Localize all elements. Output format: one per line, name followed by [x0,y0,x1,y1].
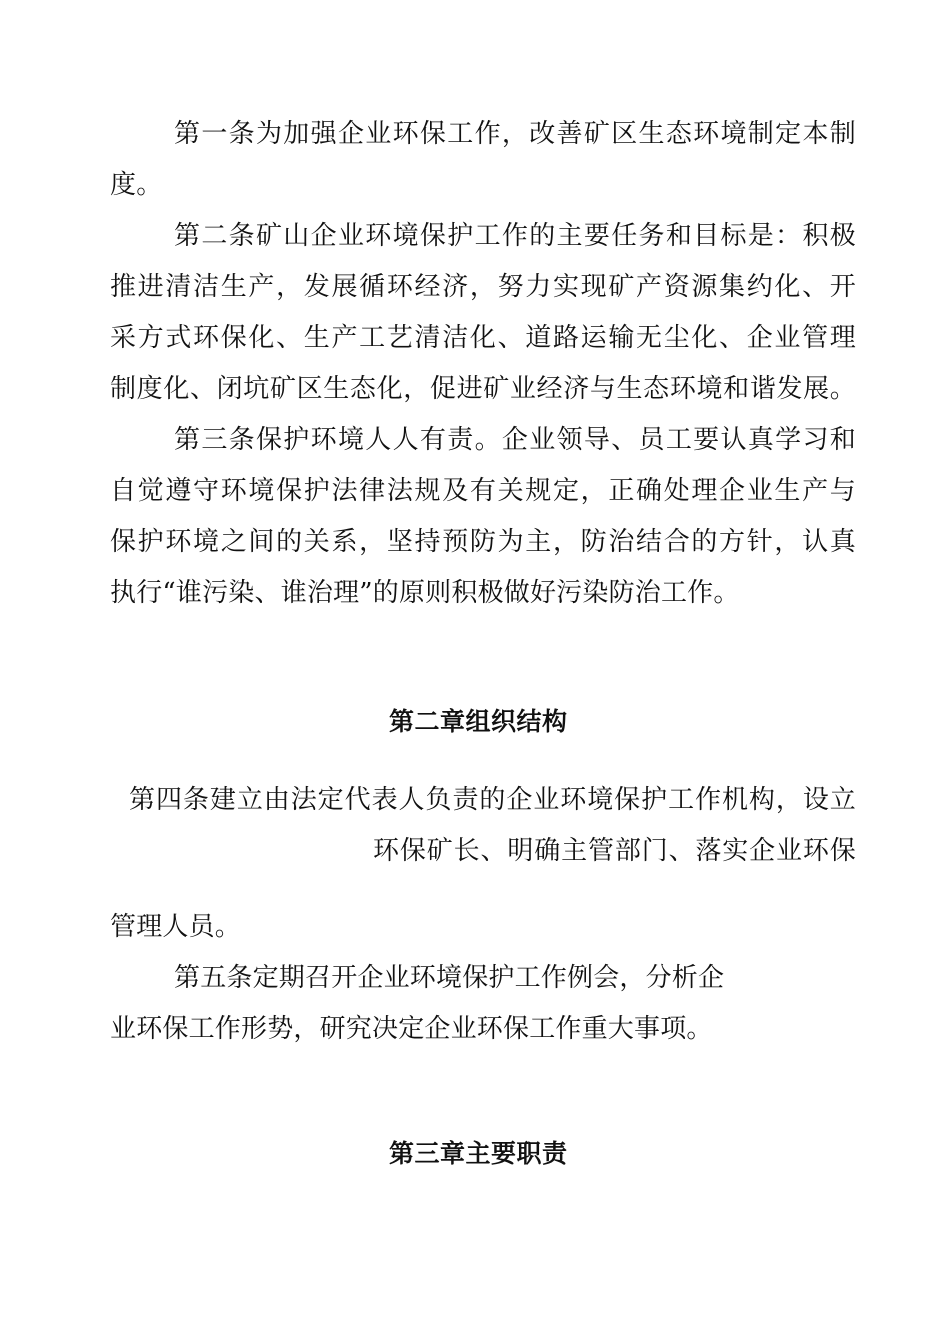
article-4-line-3: 管理人员。 [110,912,242,942]
article-3-line-4: 执行“谁污染、谁治理”的原则积极做好污染防治工作。 [110,578,740,608]
article-2-line-3: 采方式环保化、生产工艺清洁化、道路运输无尘化、企业管理 [110,323,856,353]
article-1-line-2: 度。 [110,170,163,200]
article-3-line-1: 第三条保护环境人人有责。企业领导、员工要认真学习和 [174,425,856,455]
article-4-line-2: 环保矿长、明确主管部门、落实企业环保 [373,836,856,866]
article-1-line-1: 第一条为加强企业环保工作，改善矿区生态环境制定本制 [174,119,856,149]
chapter-3-heading: 第三章主要职责 [389,1139,568,1168]
article-3-line-2: 自觉遵守环境保护法律法规及有关规定，正确处理企业生产与 [110,476,856,506]
article-4-line-1: 第四条建立由法定代表人负责的企业环境保护工作机构，设立 [129,785,856,815]
article-5-line-2: 业环保工作形势，研究决定企业环保工作重大事项。 [110,1014,713,1044]
article-3-line-3: 保护环境之间的关系，坚持预防为主，防治结合的方针，认真 [110,527,856,557]
article-5-line-1: 第五条定期召开企业环境保护工作例会，分析企 [174,963,725,993]
article-2-line-4: 制度化、闭坑矿区生态化，促进矿业经济与生态环境和谐发展。 [110,374,856,404]
chapter-2-heading: 第二章组织结构 [389,707,568,736]
article-2-line-1: 第二条矿山企业环境保护工作的主要任务和目标是：积极 [174,221,856,251]
article-2-line-2: 推进清洁生产，发展循环经济，努力实现矿产资源集约化、开 [110,272,856,302]
